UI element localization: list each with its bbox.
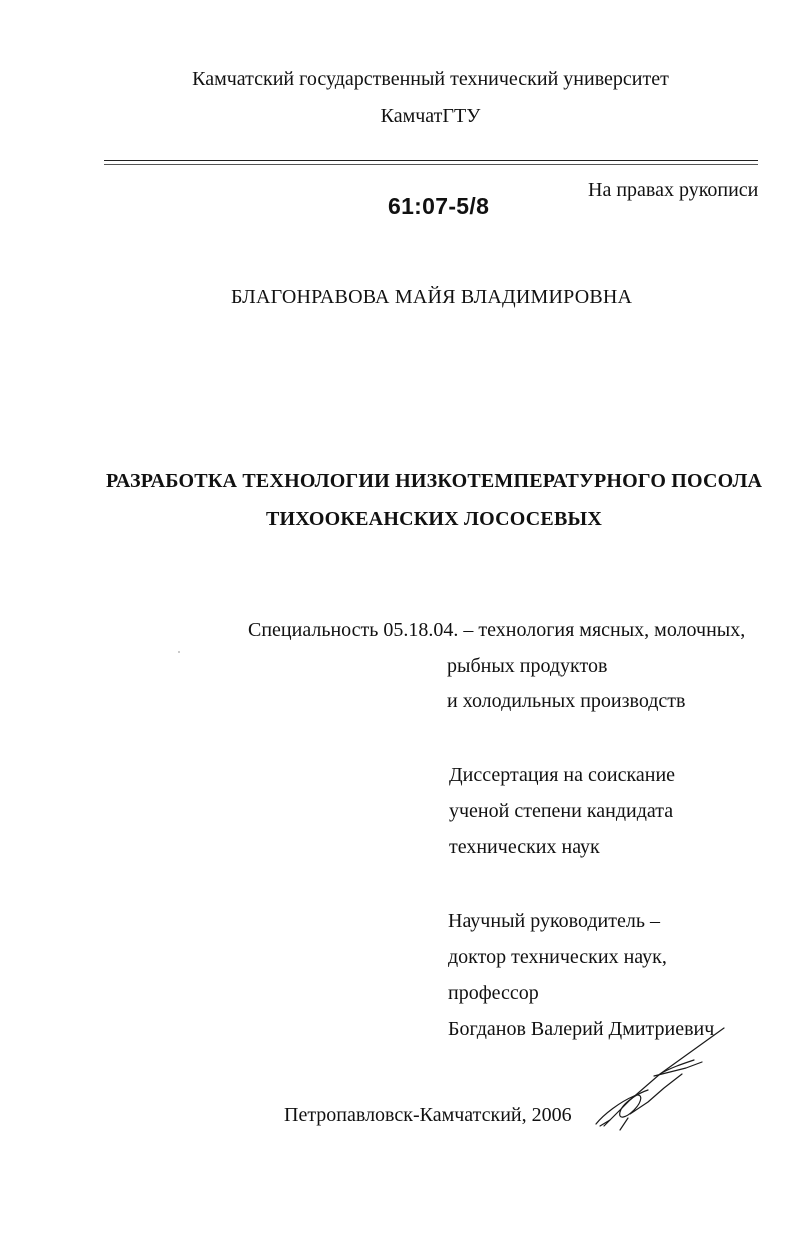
supervisor-name: Богданов Валерий Дмитриевич [448,1018,715,1040]
rights-note: На правах рукописи [588,179,759,201]
supervisor-line-2: доктор технических наук, [448,946,667,968]
university-abbreviation: КамчатГТУ [380,105,481,127]
university-name: Камчатский государственный технический университет [192,68,669,90]
degree-line-3: технических наук [449,836,600,858]
header-divider-secondary [104,164,758,165]
specialty-line-1: Специальность 05.18.04. – технология мясных, молочных, [248,619,746,641]
header-divider [104,160,758,161]
dissertation-title-line-2: ТИХООКЕАНСКИХ ЛОСОСЕВЫХ [266,508,602,530]
specialty-line-2: рыбных продуктов [447,655,608,677]
supervisor-line-1: Научный руководитель – [448,910,660,932]
place-and-year: Петропавловск-Камчатский, 2006 [284,1104,572,1126]
dissertation-title-line-1: РАЗРАБОТКА ТЕХНОЛОГИИ НИЗКОТЕМПЕРАТУРНОГО ПОСОЛА [106,470,763,492]
specialty-line-3: и холодильных производств [447,690,686,712]
scan-speck [178,651,180,653]
signature-icon [590,1022,730,1132]
supervisor-line-3: профессор [448,982,539,1004]
degree-line-2: ученой степени кандидата [449,800,674,822]
author-name: БЛАГОНРАВОВА МАЙЯ ВЛАДИМИРОВНА [231,286,633,308]
catalog-stamp: 61:07-5/8 [388,193,490,219]
degree-line-1: Диссертация на соискание [449,764,676,786]
